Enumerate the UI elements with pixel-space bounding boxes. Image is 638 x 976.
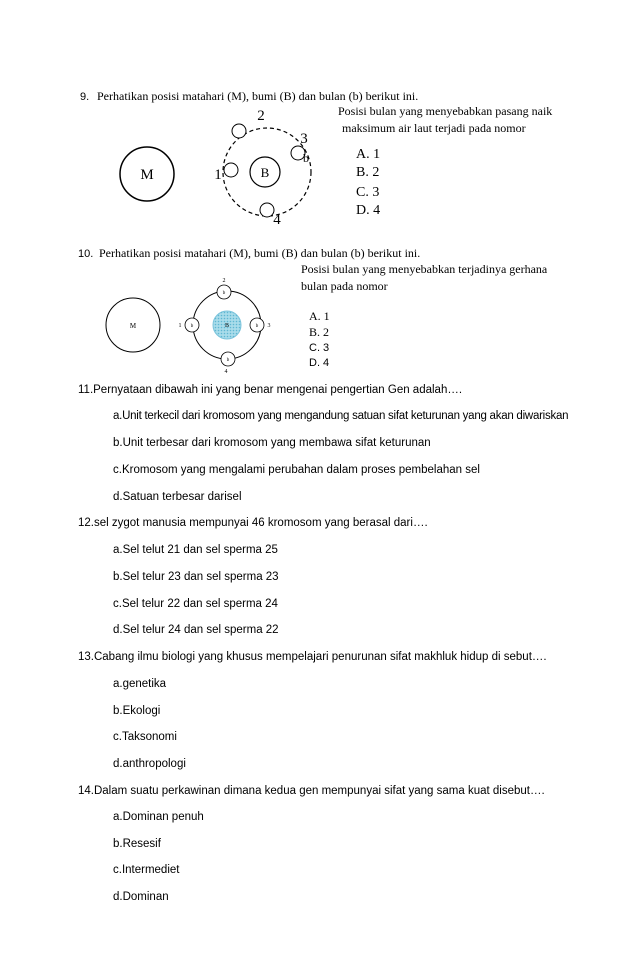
q10-earth-label: B [224, 323, 230, 329]
q10-sun-label: M [129, 322, 137, 330]
q9-question: Perhatikan posisi matahari (M), bumi (B) dan bulan (b) berikut ini. [97, 89, 419, 103]
q11-option-d: d.Satuan terbesar darisel [113, 491, 242, 503]
q14-option-c: c.Intermediet [113, 864, 180, 876]
q9-sun-label: M [140, 167, 154, 183]
q9-moon-bottom [260, 203, 274, 217]
q11-option-c: c.Kromosom yang mengalami perubahan dalam proses pembelahan sel [113, 464, 480, 476]
q12-question: 12.sel zygot manusia mempunyai 46 kromosom yang berasal dari…. [78, 517, 428, 529]
q10-side-line2: bulan pada nomor [301, 279, 388, 293]
q13-option-a: a.genetika [113, 678, 167, 690]
q12-option-a: a.Sel telut 21 dan sel sperma 25 [113, 544, 278, 556]
q10-option-c: C. 3 [309, 342, 330, 354]
q10-option-a: A. 1 [309, 309, 330, 323]
q10-pos-3: 3 [267, 323, 271, 329]
q9-moon-label: b [303, 151, 309, 165]
q9-moon-top [232, 124, 246, 138]
q9-number: 9. [80, 91, 90, 103]
q9-pos-4: 4 [273, 212, 281, 225]
q12-option-c: c.Sel telur 22 dan sel sperma 24 [113, 598, 278, 610]
q10-side-line1: Posisi bulan yang menyebabkan terjadinya gerhana [301, 262, 548, 276]
q14-question: 14.Dalam suatu perkawinan dimana kedua gen mempunyai sifat yang sama kuat disebut…. [78, 785, 545, 797]
q9-option-c: C. 3 [356, 185, 380, 200]
q10-question: Perhatikan posisi matahari (M), bumi (B) dan bulan (b) berikut ini. [99, 246, 421, 260]
q10-option-d: D. 4 [309, 357, 330, 369]
q10-option-b: B. 2 [309, 325, 330, 339]
q12-option-d: d.Sel telur 24 dan sel sperma 22 [113, 624, 279, 636]
q10-orbit-diagram [100, 272, 300, 376]
q10-moon-left-label: b [190, 324, 194, 329]
q14-option-b: b.Resesif [113, 838, 161, 850]
q10-pos-2: 2 [222, 278, 226, 284]
q14-option-a: a.Dominan penuh [113, 811, 204, 823]
q9-moon-left [224, 163, 238, 177]
q9-pos-1: 1 [214, 167, 222, 183]
q9-option-d: D. 4 [356, 203, 381, 218]
q14-option-d: d.Dominan [113, 891, 169, 903]
q13-option-b: b.Ekologi [113, 705, 161, 717]
q11-option-a: a.Unit terkecil dari kromosom yang mengandung satuan sifat keturunan yang akan diwariskan [113, 410, 569, 422]
q10-moon-right-label: b [255, 324, 259, 329]
q10-pos-4: 4 [224, 369, 228, 375]
q9-pos-2: 2 [257, 108, 265, 124]
q13-option-d: d.anthropologi [113, 758, 186, 770]
q9-side-line1: Posisi bulan yang menyebabkan pasang naik [338, 104, 553, 118]
q10-pos-1: 1 [178, 323, 182, 329]
q13-question: 13.Cabang ilmu biologi yang khusus mempelajari penurunan sifat makhluk hidup di sebut…. [78, 651, 547, 663]
q9-pos-3: 3 [300, 131, 308, 147]
q10-moon-top-label: b [222, 291, 226, 296]
q9-earth-label: B [260, 165, 270, 180]
q10-moon-bottom-label: b [226, 358, 230, 363]
q11-question: 11.Pernyataan dibawah ini yang benar mengenai pengertian Gen adalah…. [78, 384, 463, 396]
q9-side-line2: maksimum air laut terjadi pada nomor [342, 121, 526, 135]
q12-option-b: b.Sel telur 23 dan sel sperma 23 [113, 571, 279, 583]
q13-option-c: c.Taksonomi [113, 731, 177, 743]
q9-option-b: B. 2 [356, 165, 380, 180]
q9-orbit-diagram [110, 100, 340, 225]
q10-number: 10. [78, 248, 94, 260]
q9-option-a: A. 1 [356, 147, 381, 162]
q11-option-b: b.Unit terbesar dari kromosom yang membawa sifat keturunan [113, 437, 431, 449]
